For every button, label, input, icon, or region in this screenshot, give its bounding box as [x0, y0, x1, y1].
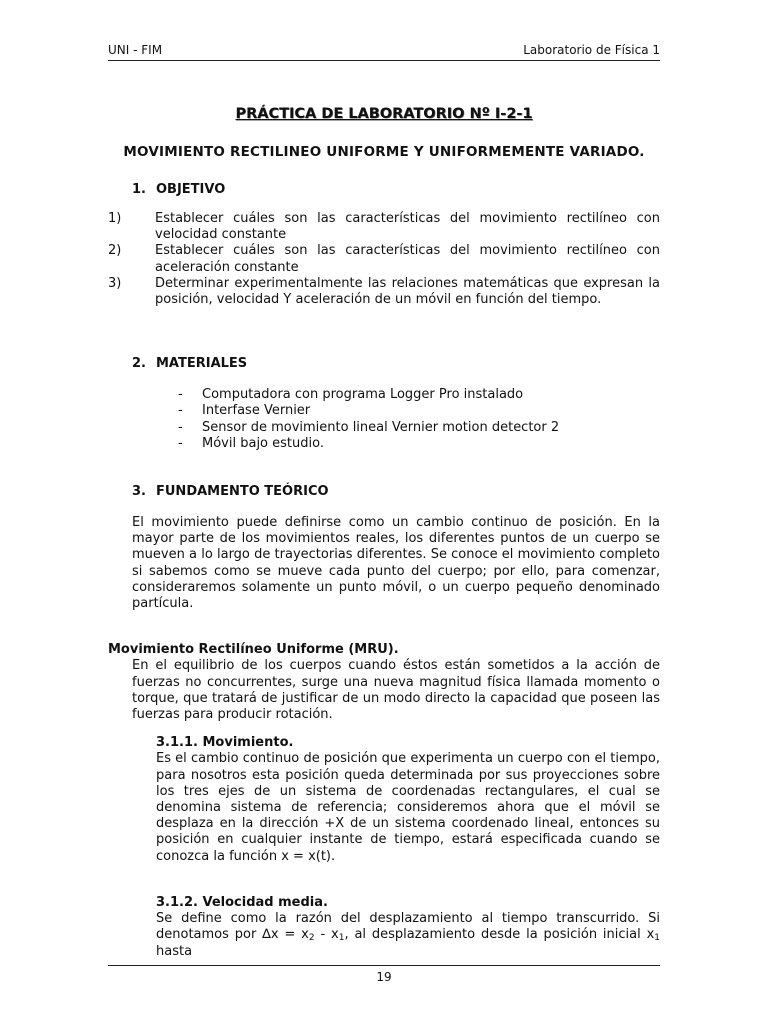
footer-divider	[108, 965, 660, 966]
list-item	[108, 276, 660, 308]
velocidad-heading: 3.1.2. Velocidad media.	[156, 894, 328, 910]
text-run: - x	[314, 927, 339, 943]
page-header	[108, 43, 660, 61]
list-item	[178, 403, 660, 419]
page-title: PRÁCTICA DE LABORATORIO Nº I-2-1	[235, 106, 533, 122]
list-item	[108, 211, 660, 243]
list-item-text: Sensor de movimiento lineal Vernier motion detector 2	[202, 419, 560, 435]
header-right: Laboratorio de Física 1	[523, 43, 660, 57]
velocidad-line-1: Se define como la razón del desplazamiento al tiempo transcurrido. Si	[156, 911, 660, 927]
mru-heading: Movimiento Rectilíneo Uniforme (MRU).	[108, 642, 399, 658]
list-item-number: 2)	[108, 243, 122, 259]
section-heading-objetivo	[132, 182, 660, 197]
fundamento-paragraph: El movimiento puede definirse como un cambio continuo de posición. En la mayor parte de los movimientos reales, los diferentes puntos de un cuerpo se mueven a lo largo de trayectorias diferentes. Se conoce el movimiento completo si sabemos como se mueve cada punto del cuerpo; por ello, para comenzar, consideraremos solamente un punto móvil, o un cuerpo pequeño denominado partícula.	[132, 515, 660, 612]
list-item-number: 1)	[108, 211, 122, 226]
list-item	[108, 243, 660, 275]
subscript: 1	[338, 933, 345, 944]
bullet-dash: -	[178, 419, 183, 435]
subscript: 1	[654, 933, 661, 944]
section-heading-materiales	[132, 356, 660, 371]
section-number: 1.	[132, 182, 146, 197]
page-number: 19	[376, 970, 392, 984]
section-number: 2.	[132, 356, 146, 372]
list-item-text: Computadora con programa Logger Pro instalado	[202, 387, 524, 403]
list-item	[178, 387, 660, 403]
text-run: hasta	[156, 943, 193, 959]
list-item-text: Establecer cuáles son las características del movimiento rectilíneo con aceleración constante	[155, 243, 660, 275]
list-item-text: Establecer cuáles son las características del movimiento rectilíneo con velocidad constante	[155, 211, 660, 243]
list-item-text: Determinar experimentalmente las relaciones matemáticas que expresan la posición, velocidad Y aceleración de un móvil en función del tiempo.	[155, 275, 660, 308]
section-title: FUNDAMENTO TEÓRICO	[156, 484, 329, 500]
section-number: 3.	[132, 484, 146, 500]
movimiento-paragraph: Es el cambio continuo de posición que experimenta un cuerpo con el tiempo, para nosotros esta posición queda determinada por sus proyecciones sobre los tres ejes de un sistema de coordenadas rectangulares, el cual se denomina sistema de referencia; consideremos ahora que el móvil se desplaza en la dirección +X de un sistema coordenado lineal, entonces su posición en cualquier instante de tiempo, estará especificada cuando se conozca la función x = x(t).	[156, 751, 660, 864]
page-subtitle: MOVIMIENTO RECTILINEO UNIFORME Y UNIFORMEMENTE VARIADO.	[123, 144, 645, 160]
velocidad-line-2	[156, 927, 660, 959]
list-item	[178, 436, 660, 452]
bullet-dash: -	[178, 403, 183, 419]
text-run: , al desplazamiento desde la posición inicial x	[344, 927, 655, 943]
text-run: denotamos por ∆x = x	[156, 927, 309, 943]
mru-paragraph: En el equilibrio de los cuerpos cuando éstos están sometidos a la acción de fuerzas no concurrentes, surge una nueva magnitud física llamada momento o torque, que tratará de justificar de un modo directo la capacidad que poseen las fuerzas para producir rotación.	[132, 658, 660, 723]
subscript: 2	[308, 933, 315, 944]
objetivo-list	[108, 211, 660, 308]
bullet-dash: -	[178, 435, 183, 451]
header-left: UNI - FIM	[108, 43, 163, 57]
section-title: MATERIALES	[156, 356, 248, 372]
movimiento-heading: 3.1.1. Movimiento.	[156, 735, 294, 751]
document-body	[108, 100, 660, 960]
list-item-text: Interfase Vernier	[202, 403, 311, 419]
materiales-list	[178, 387, 660, 452]
section-heading-fundamento	[132, 484, 660, 499]
bullet-dash: -	[178, 387, 183, 403]
list-item-text: Móvil bajo estudio.	[202, 435, 324, 451]
list-item-number: 3)	[108, 275, 122, 291]
section-title: OBJETIVO	[156, 182, 226, 197]
list-item	[178, 420, 660, 436]
